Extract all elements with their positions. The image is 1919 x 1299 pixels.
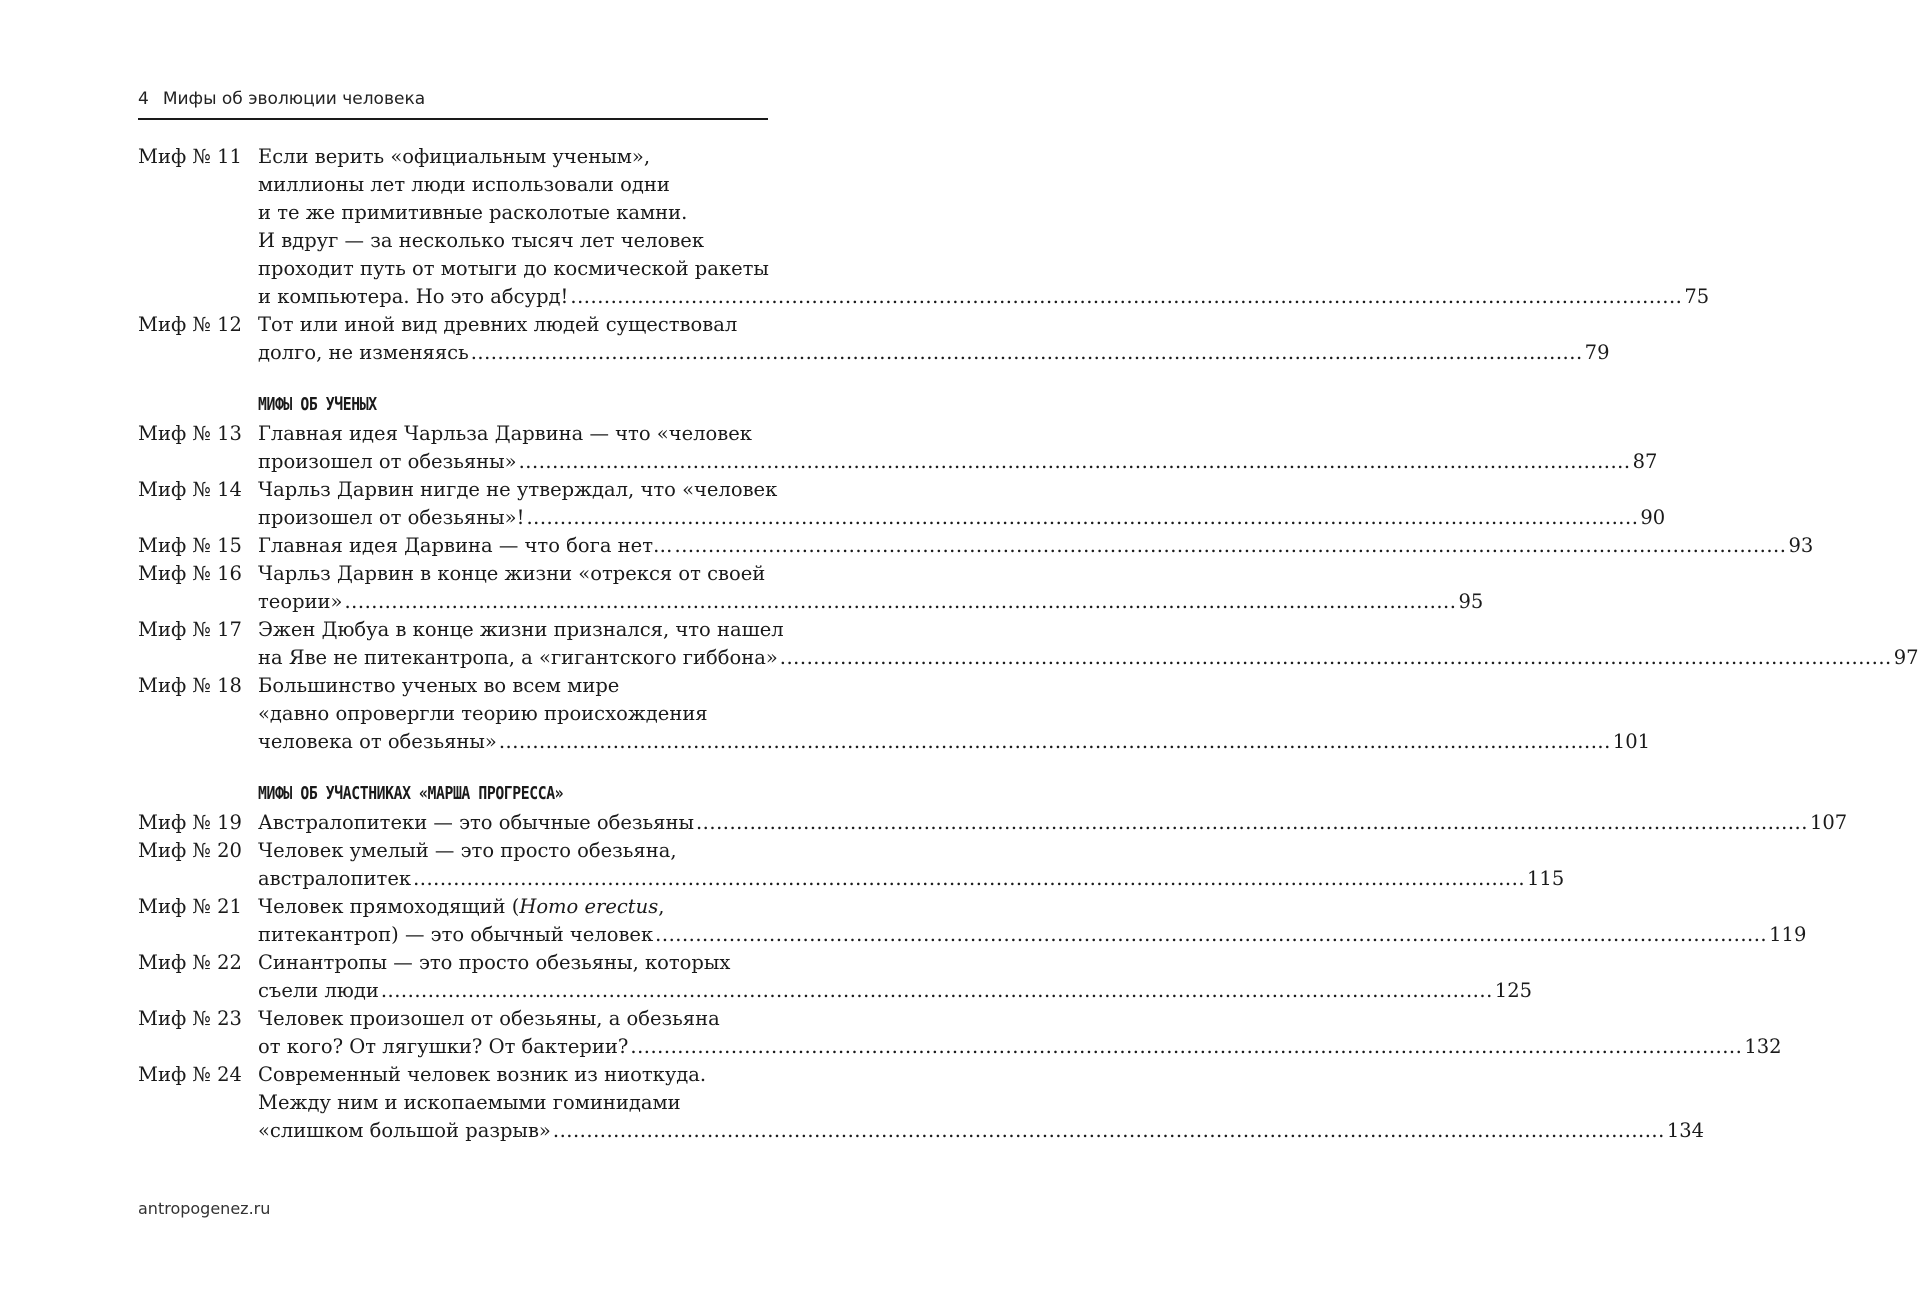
entry-line: Тот или иной вид древних людей существовал: [258, 313, 738, 336]
entry-line: Человек произошел от обезьяны, а обезьяна: [258, 1007, 720, 1030]
page-ref: 107: [1809, 811, 1848, 834]
leader-dots: [655, 921, 1767, 949]
myth-number: Миф № 19: [138, 811, 242, 834]
page-ref: 95: [1458, 590, 1484, 613]
header-rule: [138, 118, 768, 120]
page-number: 4: [138, 89, 149, 109]
toc-entry-18[interactable]: [138, 672, 1651, 756]
entry-line: Если верить «официальным ученым»,: [258, 145, 651, 168]
toc-entry-13[interactable]: [138, 420, 1658, 476]
myth-number: Миф № 14: [138, 478, 242, 501]
entry-line: от кого? От лягушки? От бактерии?: [258, 1035, 629, 1058]
page-ref: 125: [1494, 979, 1533, 1002]
page-ref: 87: [1632, 450, 1658, 473]
section-heading-march-of-progress: МИФЫ ОБ УЧАСТНИКАХ «МАРША ПРОГРЕССА»: [258, 783, 564, 804]
section-heading-scientists: МИФЫ ОБ УЧЕНЫХ: [258, 394, 377, 415]
entry-line: произошел от обезьяны»!: [258, 506, 525, 529]
entry-line: долго, не изменяясь: [258, 341, 469, 364]
toc-entry-15[interactable]: [138, 532, 1814, 560]
entry-line: Австралопитеки — это обычные обезьяны: [258, 811, 694, 834]
myth-number: Миф № 11: [138, 145, 242, 168]
page-ref: 97: [1893, 646, 1919, 669]
footer-site[interactable]: antropogenez.ru: [138, 1199, 271, 1218]
myth-number: Миф № 16: [138, 562, 242, 585]
entry-line: Чарльз Дарвин нигде не утверждал, что «человек: [258, 478, 778, 501]
entry-line: Большинство ученых во всем мире: [258, 674, 620, 697]
leader-dots: [675, 532, 1787, 560]
toc-entry-14[interactable]: [138, 476, 1666, 532]
leader-dots: [381, 977, 1493, 1005]
leader-dots: [526, 504, 1638, 532]
entry-line: произошел от обезьяны»: [258, 450, 517, 473]
entry-line: Синантропы — это просто обезьяны, которых: [258, 951, 731, 974]
entry-line: Современный человек возник из ниоткуда.: [258, 1063, 707, 1086]
myth-number: Миф № 18: [138, 674, 242, 697]
running-header: [138, 89, 768, 109]
table-of-contents: [138, 143, 1919, 1145]
myth-number: Миф № 24: [138, 1063, 242, 1086]
toc-entry-17[interactable]: [138, 616, 1919, 672]
page-ref: 90: [1640, 506, 1666, 529]
toc-entry-23[interactable]: [138, 1005, 1782, 1061]
myth-number: Миф № 15: [138, 534, 242, 557]
myth-number: Миф № 12: [138, 313, 242, 336]
myth-number: Миф № 17: [138, 618, 242, 641]
book-title: Мифы об эволюции человека: [162, 89, 426, 109]
myth-number: Миф № 23: [138, 1007, 242, 1030]
leader-dots: [630, 1033, 1742, 1061]
entry-line: питекантроп) — это обычный человек: [258, 923, 654, 946]
page-ref: 75: [1684, 285, 1710, 308]
latin-term: Homo erectus: [519, 895, 659, 918]
entry-line: «слишком большой разрыв»: [258, 1119, 551, 1142]
entry-line: съели люди: [258, 979, 379, 1002]
entry-line: «давно опровергли теорию происхождения: [258, 702, 708, 725]
toc-entry-12[interactable]: [138, 311, 1610, 367]
entry-line: на Яве не питекантропа, а «гигантского гиббона»: [258, 646, 778, 669]
page-ref: 101: [1612, 730, 1651, 753]
leader-dots: [696, 809, 1808, 837]
toc-entry-24[interactable]: [138, 1061, 1705, 1145]
entry-text: Человек прямоходящий (: [258, 895, 520, 918]
toc-entry-22[interactable]: [138, 949, 1533, 1005]
entry-line: Главная идея Дарвина — что бога нет…: [258, 534, 673, 557]
page-ref: 79: [1584, 341, 1610, 364]
page-ref: 119: [1769, 923, 1807, 946]
entry-line: Человек умелый — это просто обезьяна,: [258, 839, 677, 862]
entry-line: теории»: [258, 590, 343, 613]
entry-line: Между ним и ископаемыми гоминидами: [258, 1091, 681, 1114]
myth-number: Миф № 21: [138, 895, 242, 918]
leader-dots: [471, 339, 1583, 367]
entry-line: Главная идея Чарльза Дарвина — что «человек: [258, 422, 752, 445]
myth-number: Миф № 20: [138, 839, 242, 862]
leader-dots: [553, 1117, 1665, 1145]
entry-line: человека от обезьяны»: [258, 730, 497, 753]
entry-line: австралопитек: [258, 867, 412, 890]
entry-line: И вдруг — за несколько тысяч лет человек: [258, 229, 705, 252]
leader-dots: [413, 865, 1525, 893]
toc-entry-16[interactable]: [138, 560, 1484, 616]
page-ref: 93: [1788, 534, 1814, 557]
myth-number: Миф № 13: [138, 422, 242, 445]
entry-line: [258, 893, 1806, 921]
entry-line: Чарльз Дарвин в конце жизни «отрекся от своей: [258, 562, 766, 585]
page-ref: 132: [1744, 1035, 1782, 1058]
leader-dots: [344, 588, 1456, 616]
page-ref: 134: [1666, 1119, 1705, 1142]
leader-dots: [499, 728, 1611, 756]
entry-line: миллионы лет люди использовали одни: [258, 173, 670, 196]
entry-line: проходит путь от мотыги до космической ракеты: [258, 257, 769, 280]
entry-line: Эжен Дюбуа в конце жизни признался, что нашел: [258, 618, 784, 641]
entry-line: и компьютера. Но это абсурд!: [258, 285, 569, 308]
entry-text: ,: [658, 895, 665, 918]
leader-dots: [780, 644, 1892, 672]
leader-dots: [570, 283, 1682, 311]
toc-entry-20[interactable]: [138, 837, 1565, 893]
page-ref: 115: [1527, 867, 1565, 890]
toc-entry-11[interactable]: [138, 143, 1710, 311]
myth-number: Миф № 22: [138, 951, 242, 974]
leader-dots: [519, 448, 1631, 476]
toc-entry-19[interactable]: [138, 809, 1848, 837]
entry-line: и те же примитивные расколотые камни.: [258, 201, 688, 224]
toc-entry-21[interactable]: [138, 893, 1807, 949]
